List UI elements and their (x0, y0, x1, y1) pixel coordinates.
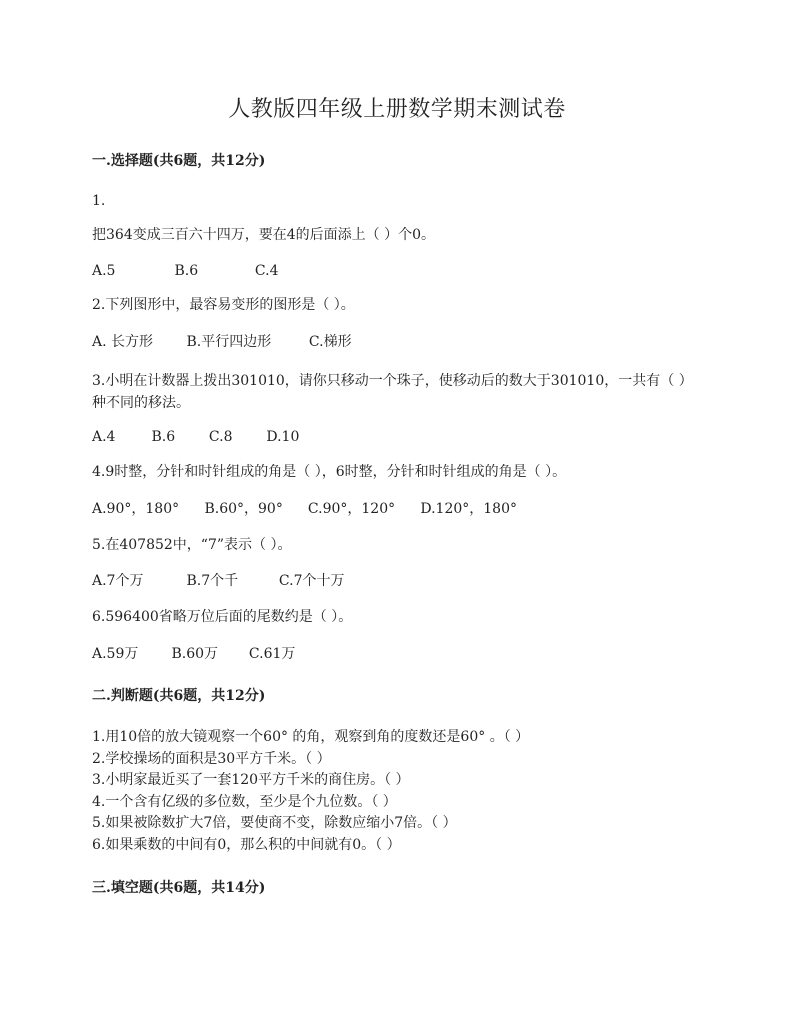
list-item: 6.如果乘数的中间有0，那么积的中间就有0。（ ） (92, 836, 401, 853)
question-1-options (92, 262, 278, 280)
option: C.61万 (248, 646, 296, 662)
judge-list (92, 727, 529, 856)
list-item: 5.如果被除数扩大7倍，要使商不变，除数应缩小7倍。（ ） (92, 815, 457, 831)
list-item: 1.用10倍的放大镜观察一个60° 的角，观察到角的度数还是60° 。（ ） (92, 729, 530, 745)
question-6-text: 6.596400省略万位后面的尾数约是（ ）。 (92, 609, 353, 625)
list-item: 2.学校操场的面积是30平方千米。（ ） (92, 750, 331, 767)
question-4-options (92, 500, 517, 518)
option: C.90°，120° (307, 501, 396, 517)
question-5-text: 5.在407852中，“7”表示（ ）。 (92, 537, 292, 553)
question-2-text: 2.下列图形中，最容易变形的图形是（ ）。 (92, 297, 355, 313)
option: C.7个十万 (278, 573, 345, 589)
option: A.7个万 (92, 573, 144, 589)
option: D.120°，180° (420, 501, 517, 517)
option: B.7个千 (186, 573, 239, 589)
page-title: 人教版四年级上册数学期末测试卷 (228, 97, 566, 122)
option: A.5 (92, 263, 116, 279)
option: B.平行四边形 (186, 334, 272, 350)
question-3-text: 3.小明在计数器上拨出301010，请你只移动一个珠子，使移动后的数大于301010，一共有（ ）种不同的移法。 (92, 373, 693, 411)
option: C.4 (254, 263, 279, 279)
option: B.60万 (171, 646, 219, 662)
question-2-options (92, 333, 352, 351)
question-6-options (92, 645, 295, 663)
section-heading-choice: 一.选择题(共6题，共12分) (92, 153, 266, 169)
option: A.90°，180° (92, 501, 180, 517)
list-item: 4.一个含有亿级的多位数，至少是个九位数。（ ） (92, 793, 397, 810)
option: C.梯形 (308, 334, 352, 350)
question-1-text: 把364变成三百六十四万，要在4的后面添上（ ）个0。 (92, 227, 435, 243)
option: B.6 (151, 429, 176, 445)
section-heading-fill: 三.填空题(共6题，共14分) (92, 880, 266, 896)
question-3-options (92, 428, 299, 446)
option: A.4 (92, 429, 116, 445)
option: B.6 (174, 263, 199, 279)
question-5-options (92, 572, 344, 590)
option: A.59万 (92, 646, 139, 662)
question-4-text: 4.9时整，分针和时针组成的角是（ ），6时整，分针和时针组成的角是（ ）。 (92, 464, 567, 480)
section-heading-judge: 二.判断题(共6题，共12分) (92, 688, 266, 704)
option: D.10 (266, 429, 300, 445)
option: C.8 (208, 429, 233, 445)
question-1-number: 1. (92, 193, 106, 209)
list-item: 3.小明家最近买了一套120平方千米的商住房。（ ） (92, 772, 410, 788)
option: B.60°，90° (204, 501, 283, 517)
option: A. 长方形 (92, 334, 154, 350)
